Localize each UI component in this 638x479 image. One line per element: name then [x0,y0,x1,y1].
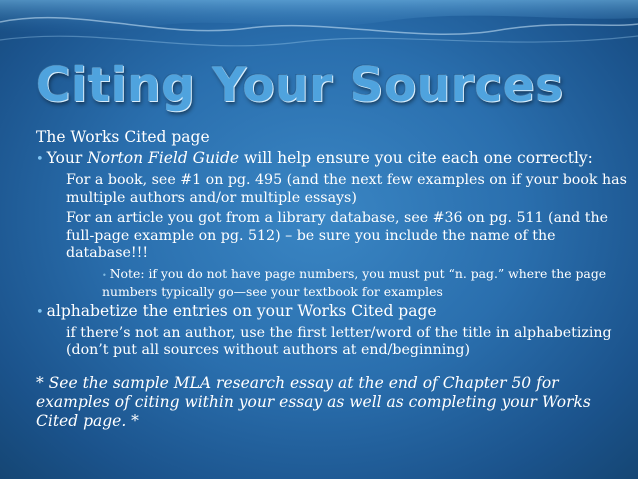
sub-sub-bullet-note [36,266,632,300]
sub-bullet-article: For an article you got from a library database, see #36 on pg. 511 (and the full-page example on pg. 512) – be sure you include the name of the database!!! [66,210,609,261]
alphabetize-text: alphabetize the entries on your Works Cited page [46,301,437,320]
slide-body [36,128,632,431]
sub-bullet-no-author: if there’s not an author, use the first letter/word of the title in alphabetizing (don’t put all sources without authors at end/beginning) [66,324,612,358]
page-number-note: Note: if you do not have page numbers, you must put “n. pag.” where the page numbers typically go—see your textbook for examples [102,265,607,299]
bullet-alphabetize [36,302,632,322]
sub-bullet-book: For a book, see #1 on pg. 495 (and the next few examples on if your book has multiple authors and/or multiple essays) [66,172,627,206]
book-title: Norton Field Guide [87,149,240,167]
slide-title: Citing Your Sources [36,58,564,113]
bullet-marker: • [36,152,44,167]
works-cited-heading: The Works Cited page [36,128,210,146]
mla-essay-note: * See the sample MLA research essay at the end of Chapter 50 for examples of citing within your essay as well as completing your Works Cited page. * [36,373,591,430]
bullet-norton-guide [36,149,632,169]
bullet-rest-text: will help ensure you cite each one correctly: [239,149,593,167]
bullet-marker-small: • [102,270,107,280]
bullet-marker: • [36,304,44,320]
bullet-lead-text: Your [46,149,88,167]
spacer [36,360,632,374]
